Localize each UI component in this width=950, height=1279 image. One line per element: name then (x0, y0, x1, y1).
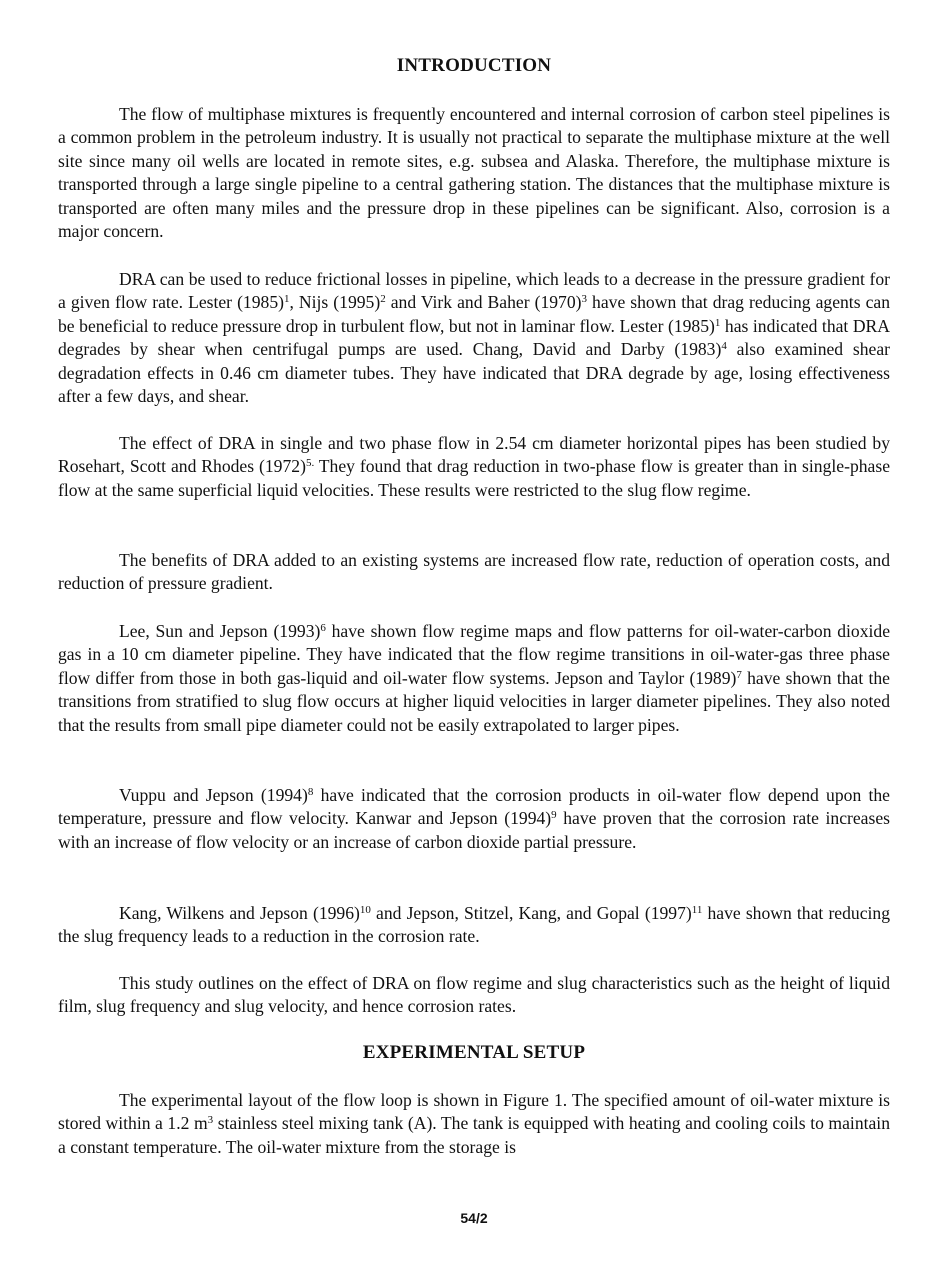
paragraph-text: and Jepson, Stitzel, Kang, and Gopal (1997) (370, 903, 692, 923)
paragraph-text: have proven that the corrosion rate increases with an increase of flow velocity or an increase of carbon dioxide partial pressure. (58, 808, 890, 852)
citation-ref: 1 (283, 293, 290, 306)
citation-ref: 7 (736, 668, 742, 681)
paragraph-text: Vuppu and Jepson (1994) (119, 785, 308, 805)
paragraph-9 (58, 1089, 890, 1159)
section-heading-introduction: INTRODUCTION (396, 55, 552, 76)
citation-ref: 9 (551, 809, 557, 822)
paragraph-text: The benefits of DRA added to an existing systems are increased flow rate, reduction of operation costs, and reduction of pressure gradient. (58, 550, 890, 594)
paragraph-3 (58, 432, 890, 502)
paragraph-text: stainless steel mixing tank (A). The tank is equipped with heating and cooling coils to maintain a constant temperature. The oil-water mixture from the storage is (58, 1113, 890, 1157)
paragraph-text: The flow of multiphase mixtures is frequently encountered and internal corrosion of carbon steel pipelines is a common problem in the petroleum industry. It is usually not practical to separate the multiphase mixture at the well site since many oil wells are located in remote sites, e.g. subsea and Alaska. Therefore, the multiphase mixture is transported through a large single pipeline to a central gathering station. The distances that the multiphase mixture is transported are often many miles and the pressure drop in these pipelines can be significant. Also, corrosion is a major concern. (58, 104, 890, 242)
paragraph-text: Lee, Sun and Jepson (1993) (119, 621, 321, 641)
paragraph-text: This study outlines on the effect of DRA on flow regime and slug characteristics such as the height of liquid film, slug frequency and slug velocity, and hence corrosion rates. (58, 973, 890, 1017)
citation-ref: 4 (721, 340, 727, 353)
citation-ref: 6 (320, 622, 326, 634)
paragraph-text: The experimental layout of the flow loop is shown in Figure 1. The specified amount of oil-water mixture is stored within a 1.2 m (58, 1090, 890, 1134)
paragraph-7 (58, 902, 890, 949)
paragraph-text: has indicated that DRA degrades by shear when centrifugal pumps are used. Chang, David and Darby (1983) (58, 315, 890, 360)
citation-ref: 2 (380, 293, 386, 306)
paragraph-text: Kang, Wilkens and Jepson (1996) (119, 903, 360, 923)
paragraph-text: have shown that drag reducing agents can be beneficial to reduce pressure drop in turbulent flow, but not in laminar flow. Lester (1985) (58, 292, 890, 336)
citation-ref: 11 (691, 904, 703, 916)
paragraph-text: , Nijs (1995) (289, 292, 381, 313)
paragraph-text: The effect of DRA in single and two phase flow in 2.54 cm diameter horizontal pipes has been studied by Rosehart, Scott and Rhodes (1972) (58, 433, 890, 477)
paragraph-text: have shown flow regime maps and flow patterns for oil-water-carbon dioxide gas in a 10 cm diameter pipeline. They have indicated that the flow regime transitions in oil-water-gas three phase flow differ from those in both gas-liquid and oil-water flow systems. Jepson and Taylor (1989) (58, 621, 891, 688)
paragraph-6 (58, 784, 890, 854)
paragraph-text: They found that drag reduction in two-phase flow is greater than in single-phase flow at the same superficial liquid velocities. These results were restricted to the slug flow regime. (58, 456, 890, 500)
citation-ref: 1 (714, 316, 721, 329)
paragraph-text: also examined shear degradation effects in 0.46 cm diameter tubes. They have indicated that DRA degrade by age, losing effectiveness after a few days, and shear. (58, 339, 890, 407)
citation-ref: 3 (207, 1114, 214, 1127)
citation-ref: 8 (307, 786, 314, 798)
citation-ref: 5. (305, 457, 315, 470)
paragraph-2 (58, 268, 890, 408)
paragraph-text: have indicated that the corrosion products in oil-water flow depend upon the temperature, pressure and flow velocity. Kanwar and Jepson (1994) (58, 785, 890, 829)
citation-ref: 3 (581, 293, 587, 306)
paragraph-text: and Virk and Baher (1970) (385, 292, 582, 313)
section-heading-experimental-setup: EXPERIMENTAL SETUP (362, 1042, 586, 1063)
paragraph-text: have shown that the transitions from stratified to slug flow occurs at higher liquid velocities in larger diameter pipelines. They also noted that the results from small pipe diameter could not be easily extrapolated to larger pipes. (58, 667, 890, 735)
paragraph-text: have shown that reducing the slug frequency leads to a reduction in the corrosion rate. (58, 903, 890, 947)
paragraph-text: DRA can be used to reduce frictional losses in pipeline, which leads to a decrease in the pressure gradient for a given flow rate. Lester (1985) (58, 269, 890, 313)
paragraph-8 (58, 972, 890, 1019)
page-number: 54/2 (460, 1210, 488, 1226)
paragraph-4 (58, 549, 890, 596)
citation-ref: 10 (359, 904, 371, 916)
paragraph-5 (58, 620, 890, 737)
paragraph-1 (58, 103, 890, 243)
